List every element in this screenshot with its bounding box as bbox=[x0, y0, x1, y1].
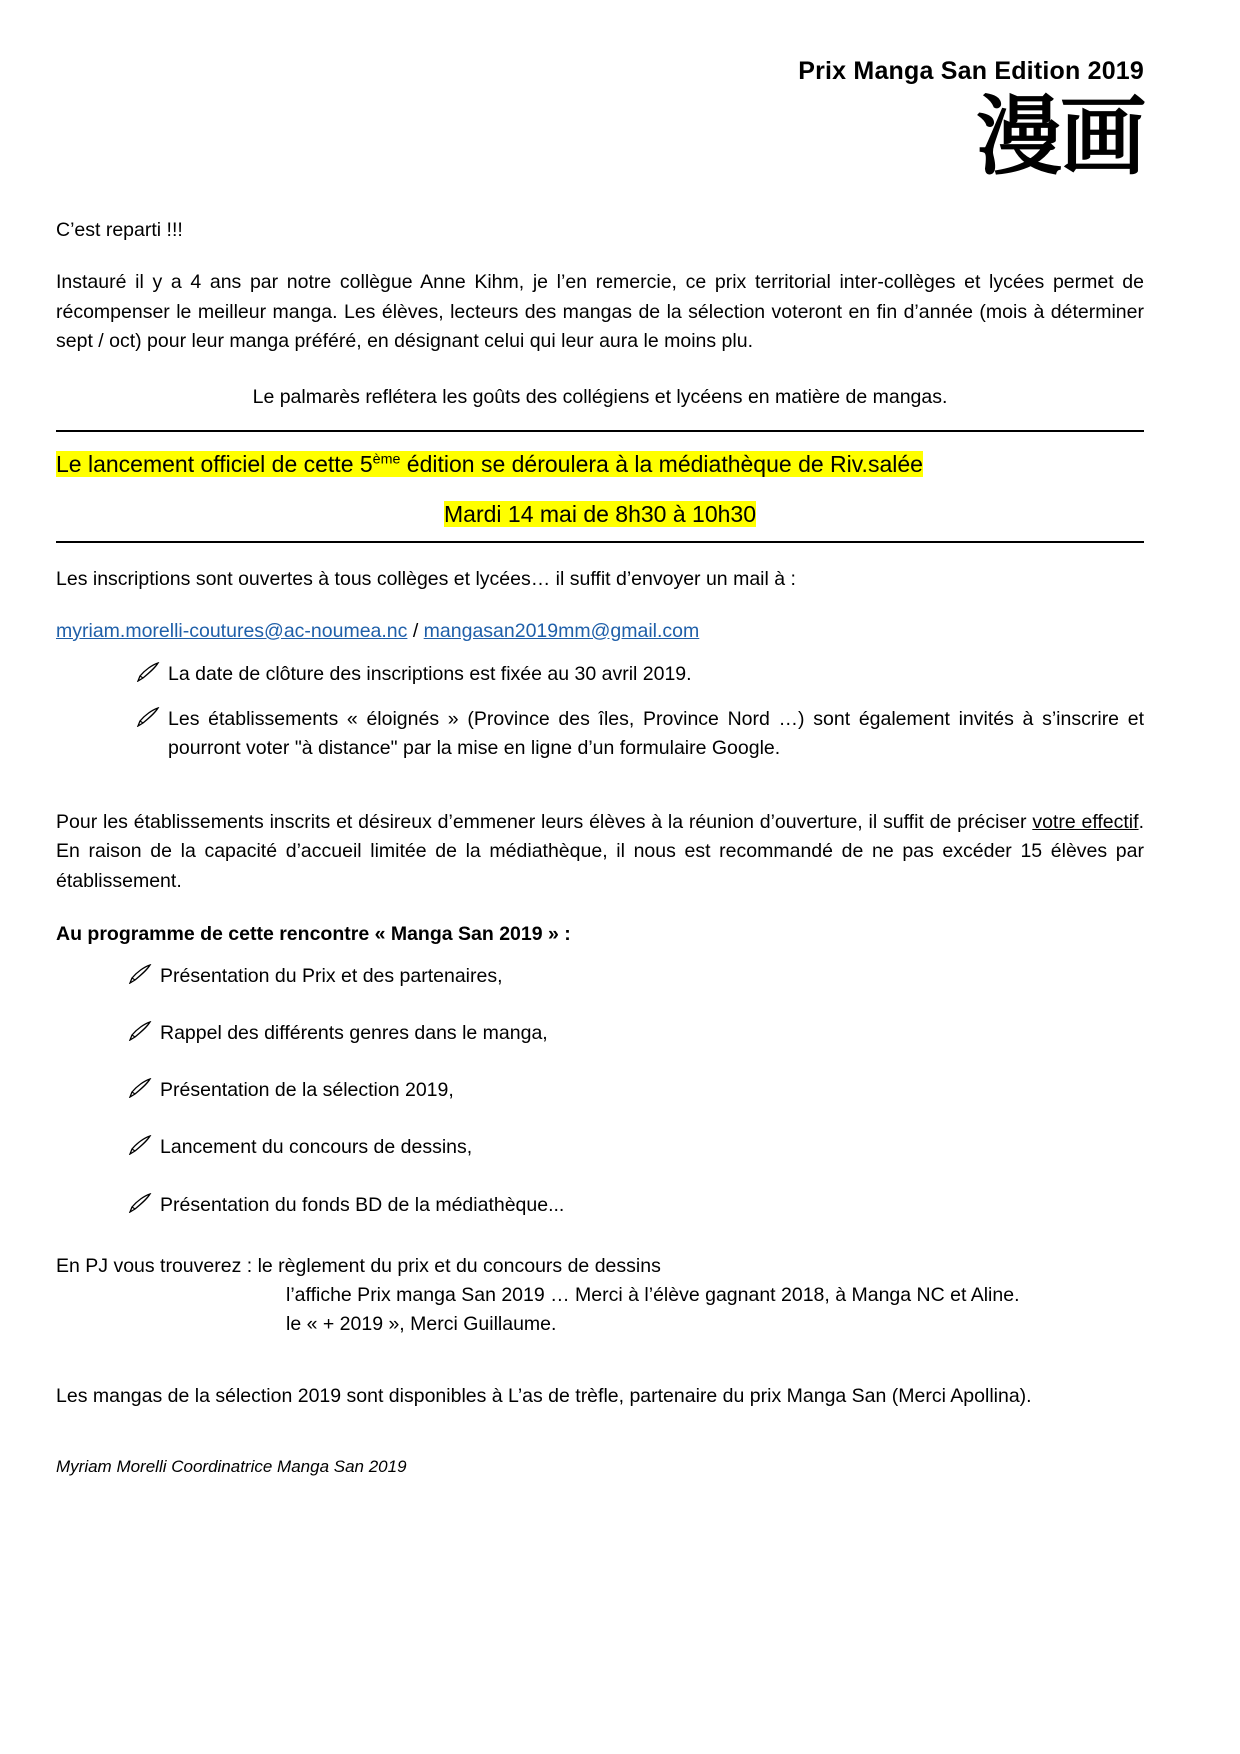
email-link-secondary[interactable]: mangasan2019mm@gmail.com bbox=[423, 619, 700, 642]
manga-kanji-icon: 漫画 bbox=[976, 87, 1144, 187]
list-item bbox=[56, 660, 1144, 691]
email-link-primary[interactable]: myriam.morelli-coutures@ac-noumea.nc bbox=[56, 619, 408, 642]
page-title: Prix Manga San Edition 2019 bbox=[798, 57, 1144, 85]
pen-icon bbox=[128, 1193, 154, 1222]
list-item-label: Les établissements « éloignés » (Province des îles, Province Nord …) sont également invités à s’inscrire et pourront voter "à distance" par la mise en ligne d’un formulaire Google. bbox=[168, 708, 1144, 760]
announcement-line-1-a: Le lancement officiel de cette 5 bbox=[56, 451, 373, 478]
list-item-label: La date de clôture des inscriptions est fixée au 30 avril 2019. bbox=[168, 662, 692, 685]
capacity-text-part1: Pour les établissements inscrits et désireux d’emmener leurs élèves à la réunion d’ouverture, il suffit de préciser bbox=[56, 810, 1033, 833]
announcement-line-1-b: édition se déroulera à la médiathèque de Riv.salée bbox=[400, 451, 923, 478]
closing-paragraph: Les mangas de la sélection 2019 sont disponibles à L’as de trèfle, partenaire du prix Manga San (Merci Apollina). bbox=[56, 1384, 1032, 1407]
announcement-line-2: Mardi 14 mai de 8h30 à 10h30 bbox=[444, 500, 756, 527]
announcement-line-1 bbox=[56, 448, 1144, 481]
capacity-emphasis: votre effectif bbox=[1032, 810, 1139, 833]
intro-greeting: C’est reparti !!! bbox=[56, 219, 183, 242]
pen-icon bbox=[136, 662, 162, 691]
announcement-block bbox=[56, 448, 1144, 531]
capacity-paragraph bbox=[56, 808, 1144, 897]
list-item-label: Présentation de la sélection 2019, bbox=[160, 1079, 454, 1102]
signature: Myriam Morelli Coordinatrice Manga San 2019 bbox=[56, 1457, 407, 1477]
list-item bbox=[56, 1076, 1144, 1107]
attachments-line-3: le « + 2019 », Merci Guillaume. bbox=[286, 1313, 557, 1336]
list-item bbox=[56, 1191, 1144, 1222]
list-item bbox=[56, 1019, 1144, 1050]
intro-paragraph: Instauré il y a 4 ans par notre collègue Anne Kihm, je l’en remercie, ce prix territorial inter-collèges et lycées permet de récompenser le meilleur manga. Les élèves, lecteurs des mangas de la sélection voteront en fin d’année (mois à déterminer sept / oct) pour leur manga préféré, en désignant celui qui leur aura le moins plu. bbox=[56, 270, 1144, 353]
announcement-ordinal-suffix: ème bbox=[372, 451, 401, 468]
pen-icon bbox=[128, 1021, 154, 1050]
list-item-label: Présentation du Prix et des partenaires, bbox=[160, 964, 503, 987]
pen-icon bbox=[128, 1135, 154, 1164]
registration-bullets bbox=[56, 660, 1144, 764]
attachments-line-2: l’affiche Prix manga San 2019 … Merci à l’élève gagnant 2018, à Manga NC et Aline. bbox=[286, 1284, 1020, 1307]
list-item-label: Rappel des différents genres dans le manga, bbox=[160, 1021, 548, 1044]
divider-top bbox=[56, 430, 1144, 432]
document-header bbox=[56, 56, 1144, 187]
registration-intro: Les inscriptions sont ouvertes à tous collèges et lycées… il suffit d’envoyer un mail à : bbox=[56, 568, 796, 591]
divider-bottom bbox=[56, 541, 1144, 543]
list-item bbox=[56, 1133, 1144, 1164]
email-separator: / bbox=[407, 619, 424, 642]
announcement-line-2-wrap bbox=[56, 498, 1144, 531]
program-title: Au programme de cette rencontre « Manga San 2019 » : bbox=[56, 922, 571, 945]
pen-icon bbox=[128, 964, 154, 993]
attachments-block bbox=[56, 1252, 1144, 1340]
intro-centered-note: Le palmarès reflétera les goûts des collégiens et lycéens en matière de mangas. bbox=[252, 385, 948, 408]
list-item bbox=[56, 962, 1144, 993]
attachments-line-1: En PJ vous trouverez : le règlement du prix et du concours de dessins bbox=[56, 1254, 661, 1277]
list-item bbox=[56, 705, 1144, 764]
pen-icon bbox=[136, 707, 162, 736]
spacer bbox=[56, 782, 1144, 808]
list-item-label: Présentation du fonds BD de la médiathèque... bbox=[160, 1193, 565, 1216]
program-list bbox=[56, 962, 1144, 1222]
list-item-label: Lancement du concours de dessins, bbox=[160, 1136, 473, 1159]
capacity-text-part2: . En raison de la capacité d’accueil limitée de la médiathèque, il nous est recommandé de ne pas excéder 15 élèves par établissement. bbox=[56, 810, 1144, 892]
email-links bbox=[56, 617, 1144, 646]
pen-icon bbox=[128, 1078, 154, 1107]
